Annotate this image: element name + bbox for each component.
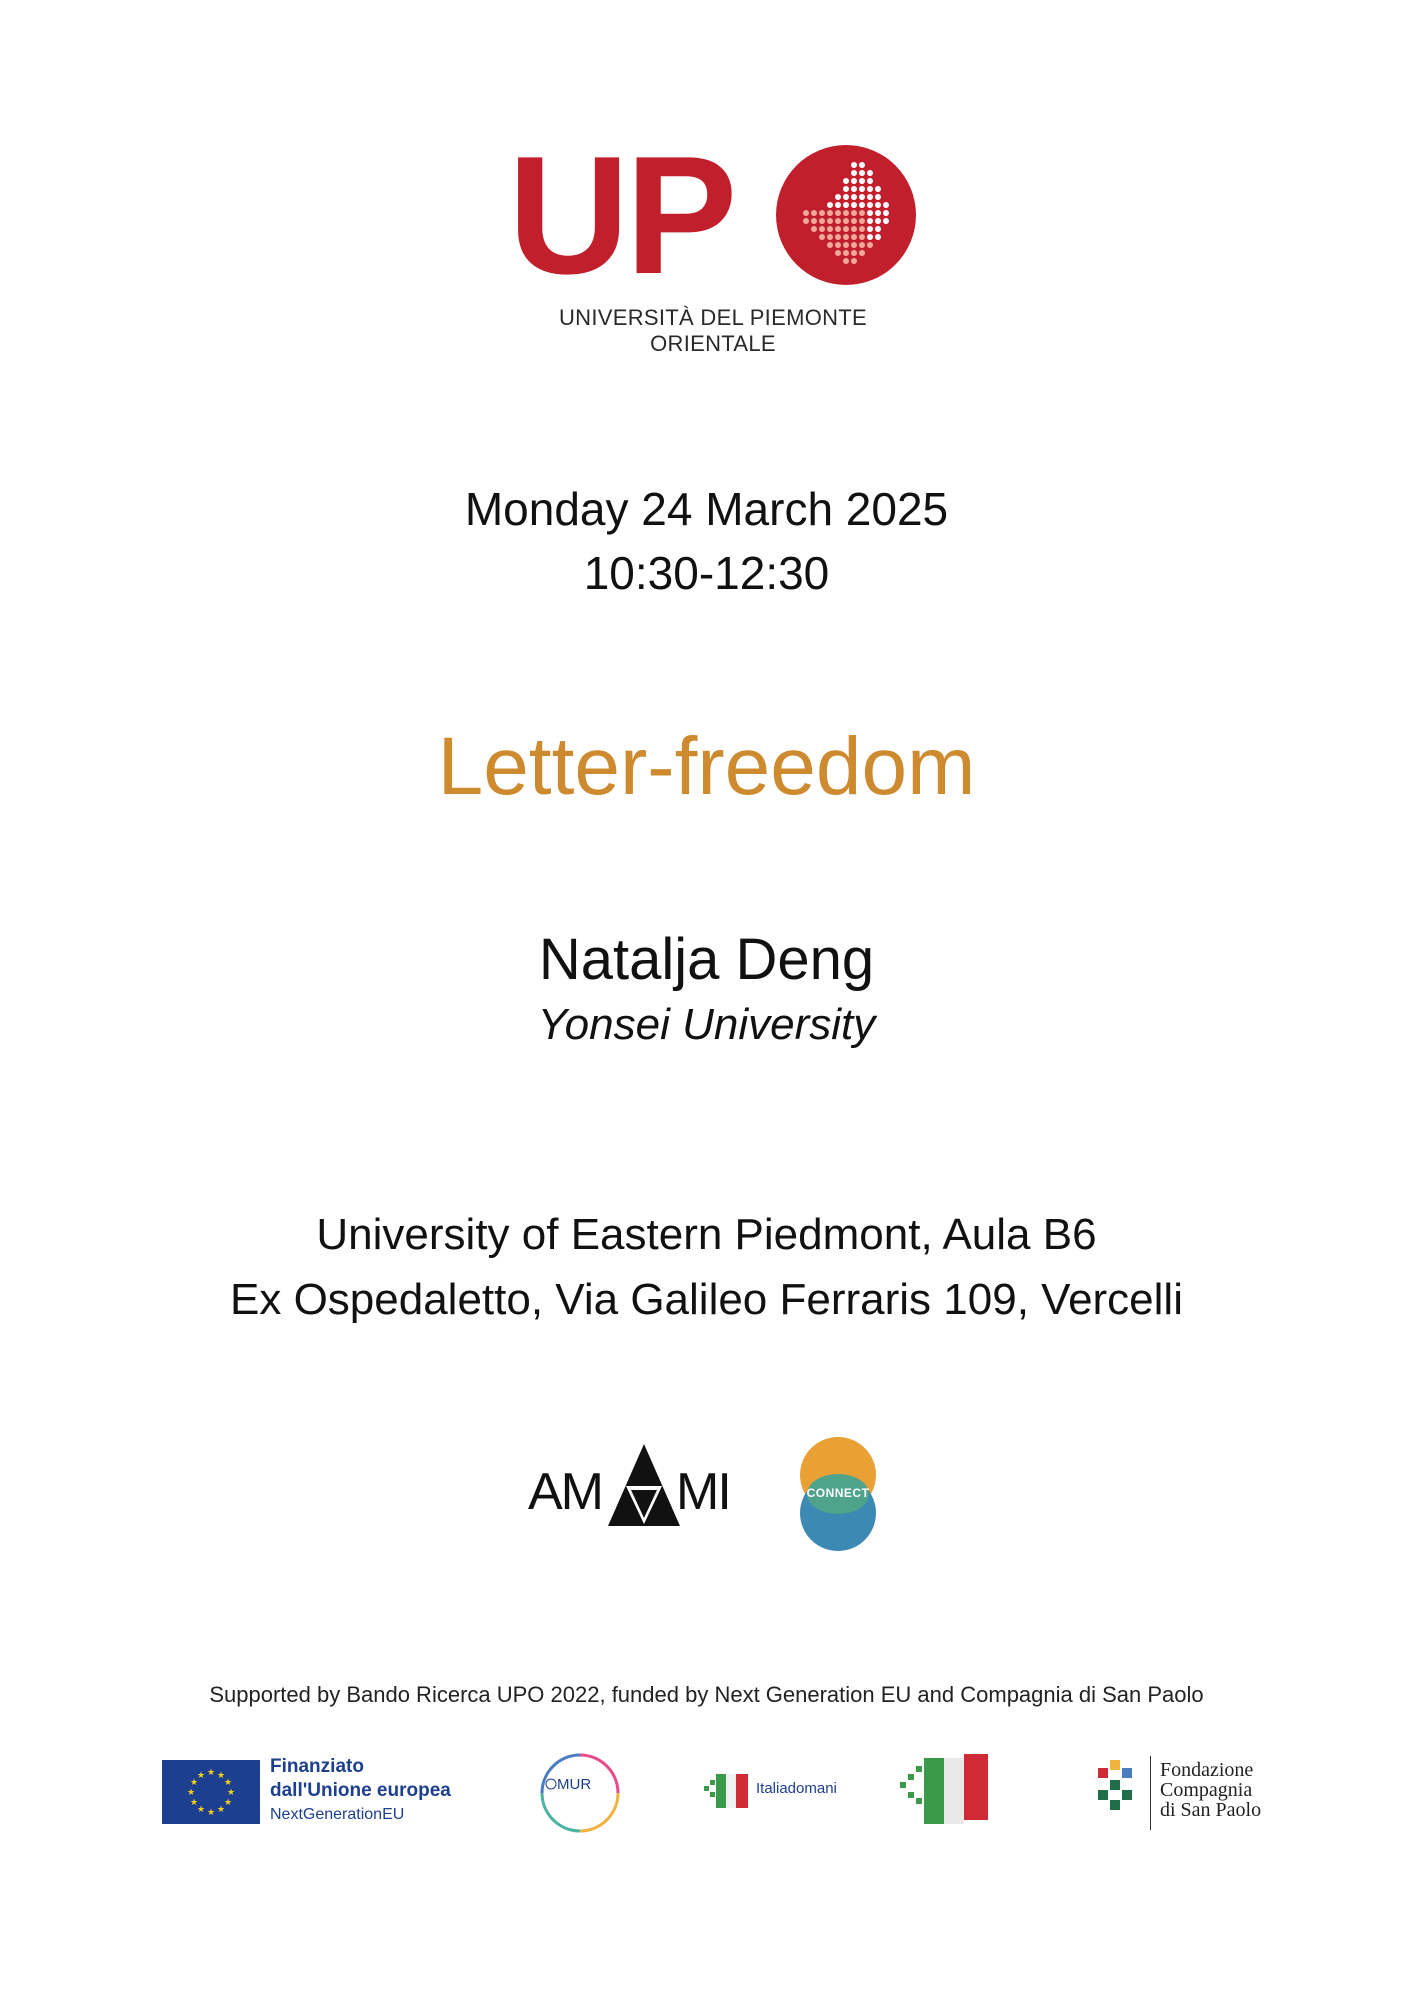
eu-funding-logo	[162, 1756, 472, 1826]
eu-text-financed: Finanziato	[270, 1756, 364, 1777]
connect-logo-label: CONNECT	[806, 1486, 870, 1500]
upo-logo-o-mark	[776, 145, 916, 285]
amami-logo-right: MI	[676, 1463, 730, 1521]
speaker-affiliation: Yonsei University	[537, 1000, 876, 1049]
eu-text-nextgen: NextGenerationEU	[270, 1806, 405, 1823]
svg-text:★: ★	[216, 1771, 226, 1781]
italiadomani-label: Italiadomani	[756, 1780, 837, 1797]
italiadomani-logo	[702, 1768, 862, 1818]
italy-flag-pixel-icon	[702, 1770, 752, 1814]
svg-text:★: ★	[189, 1798, 199, 1808]
amami-logo-left: AM	[528, 1463, 602, 1521]
svg-text:★: ★	[196, 1805, 206, 1815]
svg-text:★: ★	[206, 1768, 216, 1778]
csp-divider	[1150, 1756, 1151, 1830]
amami-triangle-icon	[604, 1440, 684, 1530]
svg-text:★: ★	[206, 1808, 216, 1818]
upo-logo-subtitle: UNIVERSITÀ DEL PIEMONTE ORIENTALE	[558, 305, 868, 356]
csp-text-fondazione: Fondazione	[1160, 1759, 1254, 1781]
talk-title: Letter-freedom	[437, 721, 976, 812]
upo-logo-letters: UP	[508, 121, 734, 309]
svg-text:★: ★	[216, 1805, 226, 1815]
mur-logo	[537, 1750, 623, 1836]
svg-text:★: ★	[196, 1771, 206, 1781]
speaker-name: Natalja Deng	[538, 927, 875, 992]
event-time: 10:30-12:30	[583, 547, 830, 599]
support-text: Supported by Bando Ricerca UPO 2022, funded by Next Generation EU and Compagnia di San Paolo	[209, 1682, 1204, 1707]
venue-line-1: University of Eastern Piedmont, Aula B6	[316, 1210, 1097, 1259]
csp-text-compagnia: Compagnia	[1160, 1779, 1253, 1801]
event-date: Monday 24 March 2025	[464, 483, 949, 535]
svg-text:★: ★	[186, 1788, 196, 1798]
csp-text-san-paolo: di San Paolo	[1160, 1799, 1262, 1821]
svg-text:★: ★	[223, 1778, 233, 1788]
mur-label: MUR	[557, 1776, 592, 1793]
svg-text:★: ★	[226, 1788, 236, 1798]
italy-flag-logo	[898, 1752, 994, 1832]
upo-logo	[508, 121, 908, 356]
svg-text:★: ★	[223, 1798, 233, 1808]
svg-text:★: ★	[189, 1778, 199, 1788]
eu-flag-icon	[162, 1760, 260, 1824]
amami-logo	[528, 1440, 748, 1530]
mur-ring-icon	[537, 1750, 623, 1836]
connect-logo	[793, 1436, 883, 1552]
compagnia-san-paolo-logo	[1092, 1752, 1282, 1832]
csp-squares-icon	[1092, 1760, 1142, 1824]
eu-text-union: dall'Unione europea	[270, 1780, 451, 1801]
venue-line-2: Ex Ospedaletto, Via Galileo Ferraris 109, Vercelli	[230, 1275, 1183, 1324]
italy-flag-icon	[898, 1752, 994, 1832]
